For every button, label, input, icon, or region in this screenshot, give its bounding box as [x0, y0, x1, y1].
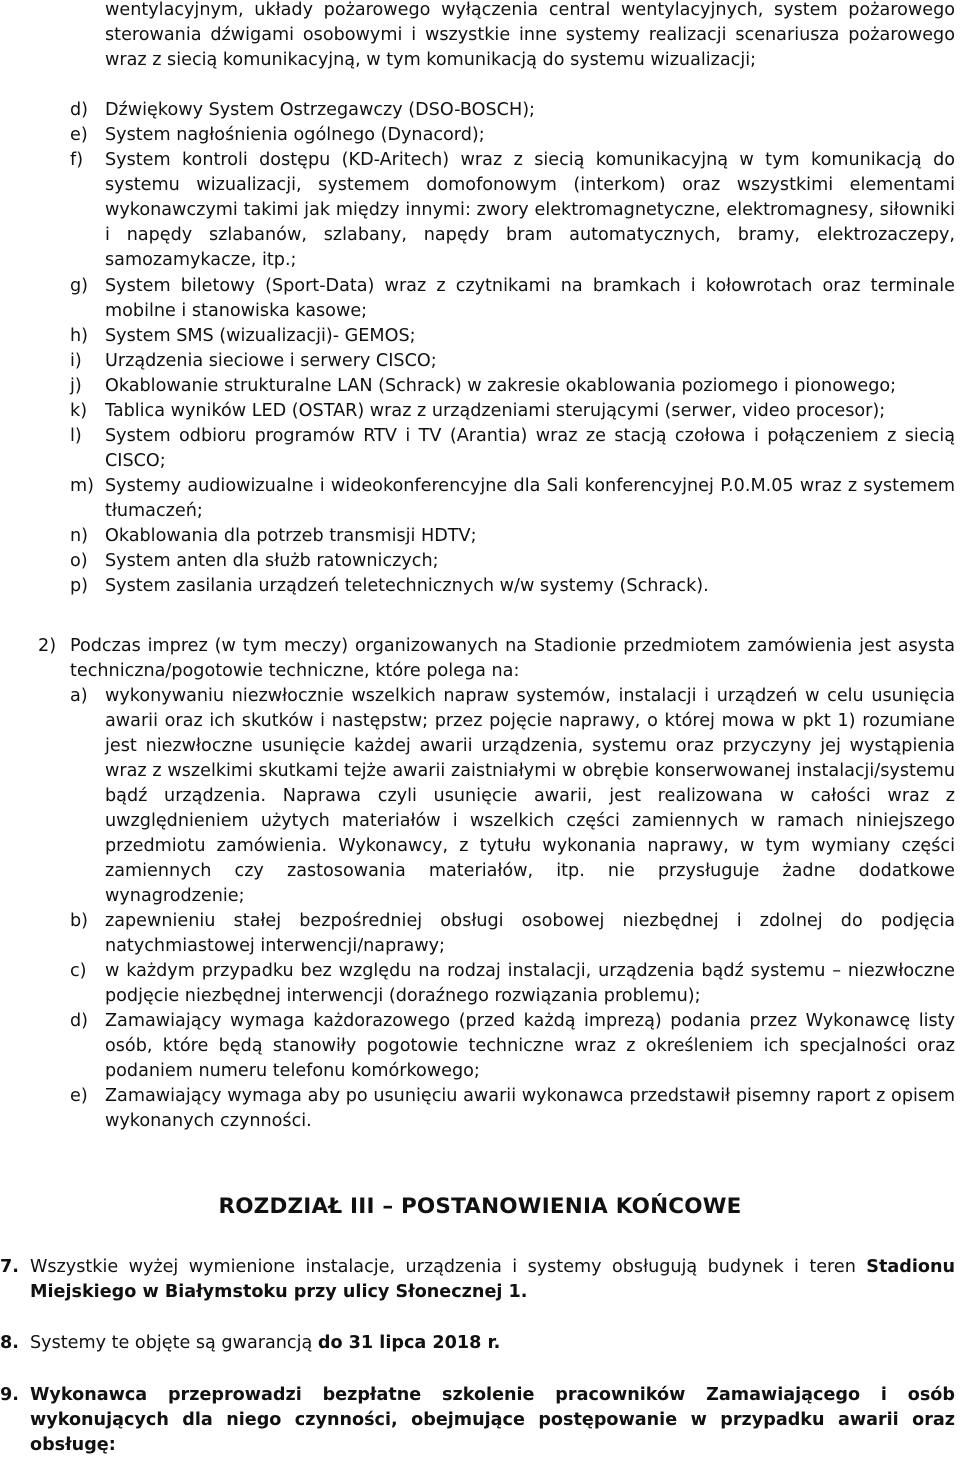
point-9 — [0, 1383, 955, 1458]
list-marker: d) — [70, 1011, 89, 1031]
list-marker: i) — [70, 351, 82, 371]
list-item-text: zapewnieniu stałej bezpośredniej obsługi osobowej niezbędnej i zdolnej do podjęcia natychmiastowej interwencji/naprawy; — [105, 911, 955, 956]
chapter-title: ROZDZIAŁ III – POSTANOWIENIA KOŃCOWE — [218, 1194, 742, 1219]
list-item-text: wykonywaniu niezwłocznie wszelkich napraw systemów, instalacji i urządzeń w celu usunięcia awarii oraz ich skutków i następstw; przez pojęcie naprawy, o której mowa w pkt 1) rozumiane jest niezwłoczne usunięcie każdej awarii urządzenia, systemu oraz przyczyny jej wystąpienia wraz z wszelkimi skutkami tejże awarii zaistniałymi w obrębie konserwowanej instalacji/systemu bądź urządzenia. Naprawa czyli usunięcie awarii, jest realizowana w całości wraz z uwzględnieniem użytych materiałów i wszelkich części zamiennych w ramach niniejszego przedmiotu zamówienia. Wykonawcy, z tytułu wykonania naprawy, w tym wymiany części zamiennych czy zastosowania materiałów, itp. nie przysługuje żadne dodatkowe wynagrodzenie; — [105, 686, 955, 906]
list-item-e — [70, 1084, 955, 1134]
list-marker: f) — [70, 150, 84, 170]
list-item-i — [70, 349, 955, 374]
list-item-text: Tablica wyników LED (OSTAR) wraz z urządzeniami sterującymi (serwer, video procesor); — [105, 401, 886, 421]
list-marker: n) — [70, 526, 89, 546]
point-marker: 8. — [0, 1333, 19, 1353]
list-item-text: Okablowania dla potrzeb transmisji HDTV; — [105, 526, 477, 546]
list-marker: c) — [70, 961, 87, 981]
point-text-plain: Wszystkie wyżej wymienione instalacje, urządzenia i systemy obsługują budynek i teren — [30, 1257, 867, 1277]
list-item-n — [70, 524, 955, 549]
list-item-text: System anten dla służb ratowniczych; — [105, 551, 439, 571]
list-item-text: Zamawiający wymaga aby po usunięciu awarii wykonawca przedstawił pisemny raport z opisem wykonanych czynności. — [105, 1086, 955, 1131]
list-marker: e) — [70, 125, 88, 145]
list-item-o — [70, 549, 955, 574]
list-item-m — [70, 474, 955, 524]
list-marker: m) — [70, 476, 95, 496]
point-text — [30, 1331, 955, 1356]
list-marker: g) — [70, 276, 89, 296]
list-item-j — [70, 374, 955, 399]
list-marker: o) — [70, 551, 88, 571]
list-item-a — [70, 684, 955, 909]
list-marker: p) — [70, 576, 89, 596]
list-marker: l) — [70, 426, 82, 446]
list-item-d — [70, 1009, 955, 1084]
list-item-text: System odbioru programów RTV i TV (Arantia) wraz ze stacją czołowa i połączeniem z siecią CISCO; — [105, 426, 955, 471]
list-item-k — [70, 399, 955, 424]
list-item-f — [70, 148, 955, 273]
point-text-bold: Wykonawca przeprowadzi bezpłatne szkolenie pracowników Zamawiającego i osób wykonujących dla niego czynności, obejmujące postępowanie w przypadku awarii oraz obsługę: — [30, 1385, 955, 1455]
list-marker: j) — [70, 376, 82, 396]
list-item-text: Okablowanie strukturalne LAN (Schrack) w zakresie okablowania poziomego i pionowego; — [105, 376, 897, 396]
section2-intro-text: Podczas imprez (w tym meczy) organizowanych na Stadionie przedmiotem zamówienia jest asysta techniczna/pogotowie techniczne, które polega na: — [70, 636, 955, 681]
list-marker: a) — [70, 686, 88, 706]
point-marker: 7. — [0, 1257, 19, 1277]
list-item-text: System biletowy (Sport-Data) wraz z czytnikami na bramkach i kołowrotach oraz terminale mobilne i stanowiska kasowe; — [105, 276, 955, 321]
list-item-text: System SMS (wizualizacji)- GEMOS; — [105, 326, 416, 346]
section2-marker: 2) — [38, 636, 57, 656]
list-item-h — [70, 324, 955, 349]
list-item-d — [70, 98, 955, 123]
list-item-c — [70, 959, 955, 1009]
point-7 — [0, 1255, 955, 1305]
list-item-text: w każdym przypadku bez względu na rodzaj instalacji, urządzenia bądź systemu – niezwłoczne podjęcie niezbędnej interwencji (doraźnego rozwiązania problemu); — [105, 961, 955, 1006]
section2-intro — [38, 634, 955, 684]
section1-list — [70, 98, 955, 273]
list-marker: h) — [70, 326, 89, 346]
list-marker: e) — [70, 1086, 88, 1106]
list-item-text: Dźwiękowy System Ostrzegawczy (DSO-BOSCH); — [105, 100, 535, 120]
list-item-text: System nagłośnienia ogólnego (Dynacord); — [105, 125, 485, 145]
point-8 — [0, 1331, 955, 1356]
list-item-text: Zamawiający wymaga każdorazowego (przed każdą imprezą) podania przez Wykonawcę listy osób, które będą stanowiły pogotowie techniczne wraz z określeniem ich specjalności oraz podaniem numeru telefonu komórkowego; — [105, 1011, 955, 1081]
point-text-plain: Systemy te objęte są gwarancją — [30, 1333, 318, 1353]
point-marker: 9. — [0, 1385, 19, 1405]
list-item-e — [70, 123, 955, 148]
section1-continuation: wentylacyjnym, układy pożarowego wyłączenia central wentylacyjnych, system pożarowego sterowania dźwigami osobowymi i wszystkie inne systemy realizacji scenariusza pożarowego wraz z siecią komunikacyjną, w tym komunikacją do systemu wizualizacji; — [105, 0, 955, 70]
list-item-l — [70, 424, 955, 474]
point-text-bold: do 31 lipca 2018 r. — [317, 1333, 501, 1353]
list-item-text: System kontroli dostępu (KD-Aritech) wraz z siecią komunikacyjną w tym komunikacją do systemu wizualizacji, systemem domofonowym (interkom) oraz wszystkimi elementami wykonawczymi takimi jak między innymi: zwory elektromagnetyczne, elektromagnesy, siłowniki i napędy szlabanów, szlabany, napędy bram automatycznych, bramy, elektrozaczepy, samozamykacze, itp.; — [105, 150, 955, 270]
section1-list-tahoma — [70, 274, 955, 599]
list-item-text: Systemy audiowizualne i wideokonferencyjne dla Sali konferencyjnej P.0.M.05 wraz z systemem tłumaczeń; — [105, 476, 955, 521]
point-text-bold: Stadionu Miejskiego w Białymstoku przy ulicy Słonecznej 1. — [30, 1257, 955, 1302]
point-text — [30, 1255, 955, 1305]
list-marker: k) — [70, 401, 88, 421]
list-marker: d) — [70, 100, 89, 120]
list-marker: b) — [70, 911, 89, 931]
list-item-p — [70, 574, 955, 599]
list-item-text: System zasilania urządzeń teletechnicznych w/w systemy (Schrack). — [105, 576, 709, 596]
list-item-g — [70, 274, 955, 324]
list-item-text: Urządzenia sieciowe i serwery CISCO; — [105, 351, 437, 371]
section2-list — [70, 684, 955, 1134]
list-item-b — [70, 909, 955, 959]
